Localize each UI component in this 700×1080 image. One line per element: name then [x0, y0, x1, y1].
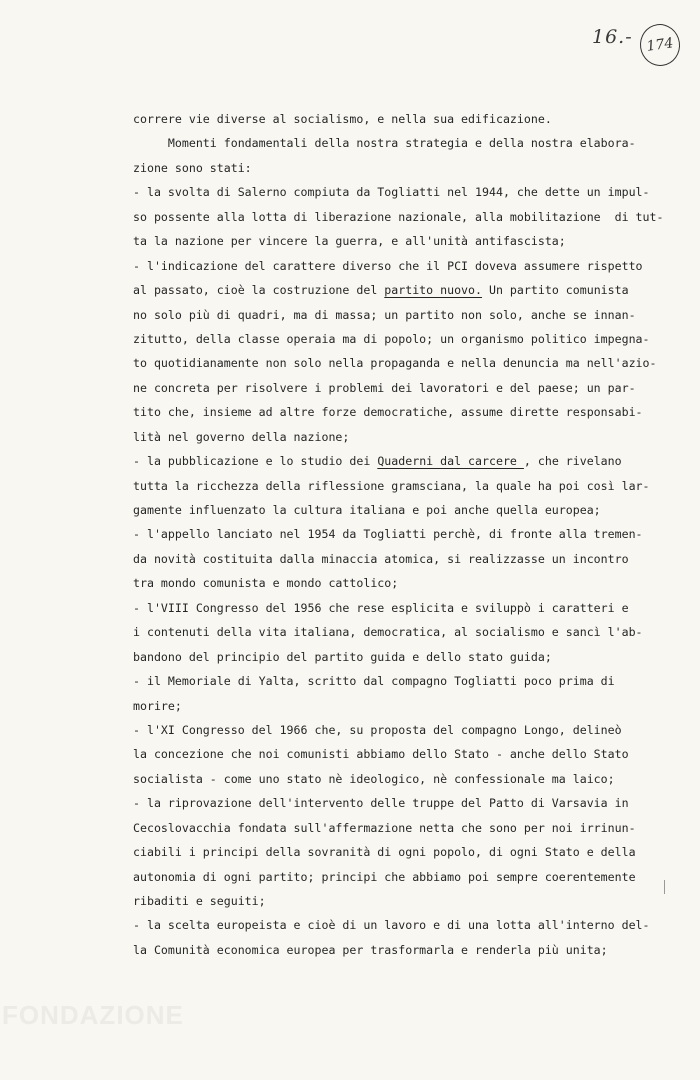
- text-line: ne concreta per risolvere i problemi dei lavoratori e del paese; un par-: [133, 380, 636, 395]
- text-line: bandono del principio del partito guida e dello stato guida;: [133, 649, 552, 664]
- body-text: [133, 107, 663, 962]
- folio-number-stamp: [637, 21, 682, 68]
- text-line: ta la nazione per vincere la guerra, e all'unità antifascista;: [133, 234, 566, 249]
- text-line: no solo più di quadri, ma di massa; un partito non solo, anche se innan-: [133, 307, 636, 322]
- text-line: ribaditi e seguiti;: [133, 894, 266, 908]
- text-line: - l'XI Congresso del 1966 che, su proposta del compagno Longo, delineò: [133, 722, 622, 737]
- text-line: Momenti fondamentali della nostra strategia e della nostra elabora-: [133, 136, 636, 151]
- text-line: autonomia di ogni partito; principi che abbiamo poi sempre coerentemente: [133, 869, 636, 884]
- text-line: - la svolta di Salerno compiuta da Togliatti nel 1944, che dette un impul-: [133, 185, 650, 200]
- underlined-title: partito nuovo.: [384, 283, 483, 298]
- text-line: tito che, insieme ad altre forze democratiche, assume dirette responsabi-: [133, 405, 643, 420]
- text-line: - l'VIII Congresso del 1956 che rese esplicita e sviluppò i caratteri e: [133, 600, 629, 615]
- text-line: ciabili i principi della sovranità di ogni popolo, di ogni Stato e della: [133, 845, 636, 860]
- text-line: - l'appello lanciato nel 1954 da Togliatti perchè, di fronte alla tremen-: [133, 527, 643, 542]
- text-line: zitutto, della classe operaia ma di popolo; un organismo politico impegna-: [133, 331, 650, 346]
- text-line: da novità costituita dalla minaccia atomica, si realizzasse un incontro: [133, 551, 629, 566]
- text-line: socialista - come uno stato nè ideologico, nè confessionale ma laico;: [133, 771, 615, 786]
- text-segment: - la pubblicazione e lo studio dei: [133, 454, 378, 469]
- text-line: la Comunità economica europea per trasformarla e renderla più unita;: [133, 942, 608, 957]
- text-line: Cecoslovacchia fondata sull'affermazione netta che sono per noi irrinun-: [133, 820, 636, 835]
- margin-mark: [664, 880, 665, 894]
- text-line: la concezione che noi comunisti abbiamo dello Stato - anche dello Stato: [133, 747, 629, 762]
- text-line: lità nel governo della nazione;: [133, 429, 350, 444]
- text-segment: , che rivelano: [523, 454, 622, 469]
- archive-watermark: FONDAZIONE: [2, 1000, 184, 1030]
- text-line: tra mondo comunista e mondo cattolico;: [133, 576, 399, 591]
- text-line: so possente alla lotta di liberazione nazionale, alla mobilitazione di tut-: [133, 209, 664, 224]
- folio-number: 174: [645, 35, 675, 55]
- text-line: correre vie diverse al socialismo, e nella sua edificazione.: [133, 112, 552, 126]
- text-line: morire;: [133, 698, 182, 713]
- text-line: tutta la ricchezza della riflessione gramsciana, la quale ha poi così lar-: [133, 478, 650, 493]
- text-segment: Un partito comunista: [482, 283, 629, 298]
- text-line: - il Memoriale di Yalta, scritto dal compagno Togliatti poco prima di: [133, 674, 615, 689]
- text-line: gamente influenzato la cultura italiana e poi anche quella europea;: [133, 503, 601, 517]
- underlined-title: Quaderni dal carcere: [377, 454, 524, 469]
- page-number: 16.-: [592, 26, 633, 48]
- text-line: - la riprovazione dell'intervento delle truppe del Patto di Varsavia in: [133, 796, 629, 811]
- text-line: to quotidianamente non solo nella propaganda e nella denuncia ma nell'azio-: [133, 356, 657, 371]
- text-line: - la scelta europeista e cioè di un lavoro e di una lotta all'interno del-: [133, 918, 650, 933]
- text-segment: al passato, cioè la costruzione del: [133, 283, 385, 298]
- text-line: - l'indicazione del carattere diverso che il PCI doveva assumere rispetto: [133, 258, 643, 273]
- text-line: i contenuti della vita italiana, democratica, al socialismo e sancì l'ab-: [133, 625, 643, 640]
- text-line: [133, 278, 663, 302]
- text-line: [133, 449, 663, 473]
- text-line: zione sono stati:: [133, 160, 252, 175]
